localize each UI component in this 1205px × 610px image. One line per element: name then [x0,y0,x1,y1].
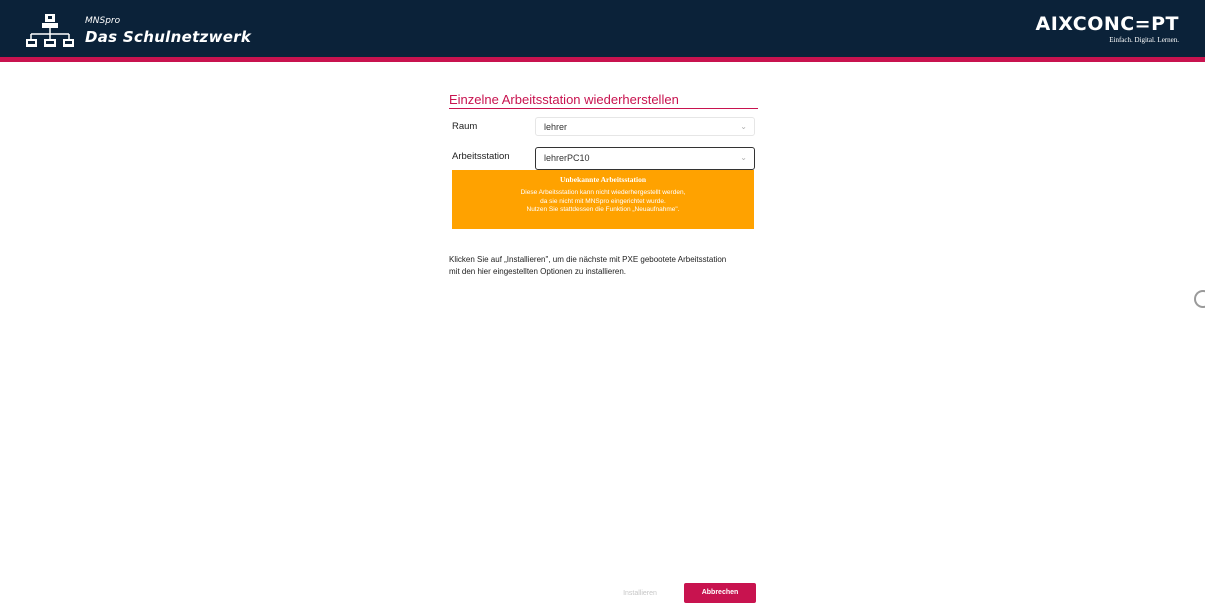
company-logo [1036,13,1180,44]
info-line: Klicken Sie auf „Installieren", um die nächste mit PXE gebootete Arbeitsstation [449,255,727,264]
chevron-down-icon: ⌄ [740,122,747,131]
cancel-button[interactable]: Abbrechen [684,583,756,603]
restore-form [449,90,758,177]
workstation-select[interactable] [535,147,755,170]
page-title: Einzelne Arbeitsstation wiederherstellen [449,90,758,109]
header-accent-stripe [0,57,1205,62]
warning-line: Nutzen Sie stattdessen die Funktion „Neuaufnahme". [526,206,680,213]
workstation-select-value: lehrerPC10 [544,153,590,163]
warning-message [452,189,754,215]
warning-title: Unbekannte Arbeitsstation [559,175,647,184]
install-info-text [449,254,769,277]
product-small-label: MNSpro [85,16,121,26]
loading-spinner-icon [1194,290,1205,308]
room-row [449,117,758,143]
warning-line: Diese Arbeitsstation kann nicht wiederhergestellt werden, [520,189,686,196]
install-button[interactable]: Installieren [608,585,672,602]
room-select-value: lehrer [544,122,568,132]
chevron-down-icon: ⌄ [740,153,747,162]
company-name: AIXCONC=PT [1035,13,1179,35]
company-slogan: Einfach. Digital. Lernen. [1109,36,1179,44]
app-header [0,0,1205,57]
warning-box [452,170,754,229]
network-tree-icon [26,13,74,49]
room-select[interactable] [535,117,755,136]
workstation-label: Arbeitsstation [452,151,510,162]
room-label: Raum [452,121,478,132]
info-line: mit den hier eingestellten Optionen zu installieren. [449,266,626,276]
warning-line: da sie nicht mit MNSpro eingerichtet wurde. [540,197,666,205]
product-name: Das Schulnetzwerk [85,28,252,46]
